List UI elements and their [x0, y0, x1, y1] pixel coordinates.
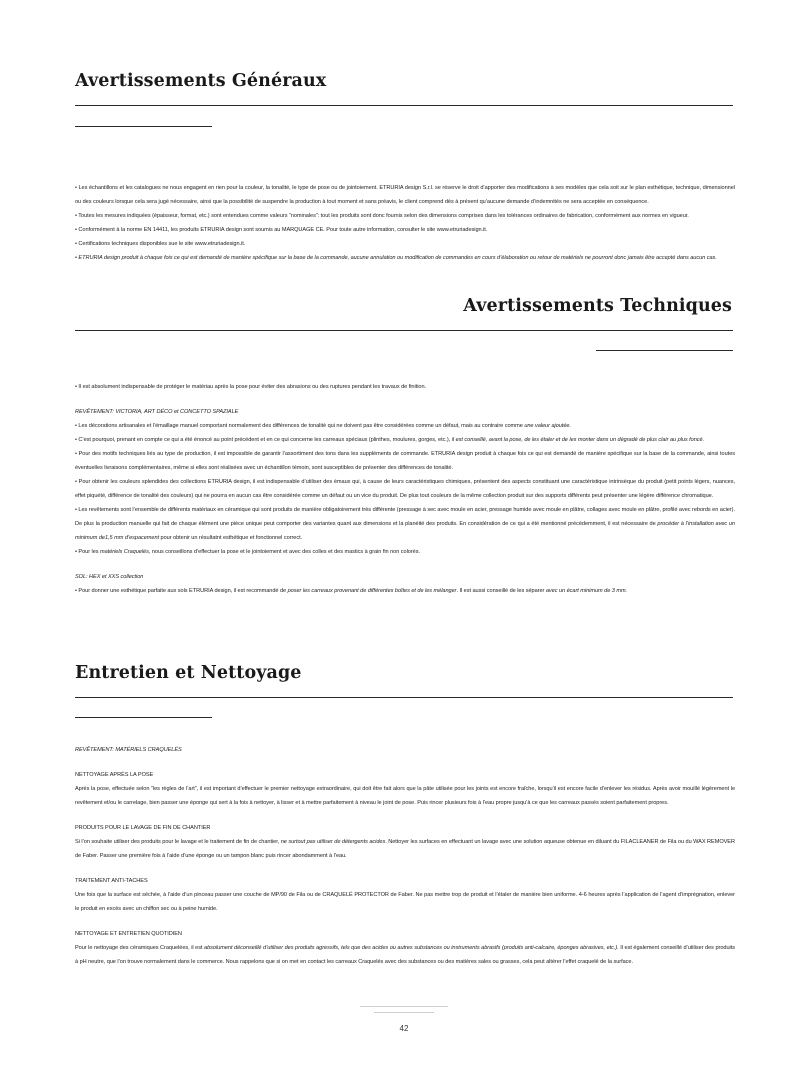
list-item: • Pour des motifs techniques liés au type de production, il est impossible de garantir l’assortiment des tons dans les suppléments de commande. ETRURIA design produit à chaque fois ce qui est demandé de manière spécifique sur la base de la commande, ainsi toutes éventuelles livraisons complémentaires, même si elles sont réalisées avec un échantillon témoin, sont susceptibles de présenter des différences de tonalité. — [75, 451, 735, 471]
list-item: • Certifications techniques disponibles sue le site www.etruriadesign.it. — [75, 241, 246, 247]
list-item: • Pour donner une esthétique parfaite aux sols ETRURIA design, il est recommandé de poser les carreaux provenant de différentes boîtes et de les mélanger. Il est aussi conseillé de les séparer avec un écart minimum de 3 mm. — [75, 588, 628, 594]
item-text: Si l’on souhaite utiliser des produits pour le lavage et le traitement de fin de chantier, ne surtout pas utiliser de détergents acides. Nettoyer les surfaces en effectuant un lavage avec une solution aqueuse obtenue en diluant du FILACLEANER de Fila ou du WAX REMOVER de Faber. Passer une première fois à l’aide d’une éponge ou un tampon blanc puis rincer abondamment à l’eau. — [75, 839, 735, 859]
subsection-label: SOL: HEX et XXS collection — [75, 574, 144, 580]
list-item: • Pour les matériels Craquelés, nous conseillons d’effectuer la pose et le jointoiement et avec des colles et des mastics à grain fin non colorés. — [75, 549, 420, 555]
list-item: • Pour obtenir les couleurs splendides des collections ETRURIA design, il est indispensable d’utiliser des émaux qui, à cause de leurs caractéristiques chimiques, présentent des aspects constituant une caractéristique intrinsèque du produit (petit points légers, nuances, effet piquété, différence de tonalité des couleurs) qui ne pourra en aucun cas être considérée comme un défaut ou un vice du produit. De plus tout couleurs de la même collection produit sur des supports différents peut présenter une légère différence chromatique. — [75, 479, 735, 499]
item-heading: NETTOYAGE ET ENTRETIEN QUOTIDIEN — [75, 931, 182, 937]
list-item: • Les décorations artisanales et l’émaillage manuel comportant normalement des différences de tonalité qui ne doivent pas être considérées comme un défaut, mais au contraire comme une valeur ajoutée. — [75, 423, 571, 429]
section-title-technical: Avertissements Techniques — [463, 296, 732, 316]
section-rule — [75, 105, 733, 106]
list-item: • C’est pourquoi, prenant en compte ce qui a été énoncé au point précédent et en ce qui concerne les carreaux spéciaux (plinthes, moulures, gorges, etc.), il est conseillé, avant la pose, de les étaler et de les monter dans un dégradé de plus clair au plus foncé. — [75, 437, 705, 443]
list-item: • ETRURIA design produit à chaque fois ce qui est demandé de manière spécifique sur la base de la commande, aucune annulation ou modification de commandes en cours d’élaboration ou retour de matériels ne pourront donc jamais être accepté dans aucun cas. — [75, 255, 717, 261]
item-text: Après la pose, effectuée selon “les règles de l’art”, il est important d’effectuer le premier nettoyage extraordinaire, qui doit être fait alors que la pâte utilisée pour les joints est encore fraîche, lorsqu’il est encore facile d’enlever les résidus. Après avoir mouillé légèrement le revêtement et/ou le carrelage, bien passer une éponge qui sert à la fois à nettoyer, à lisser et à mettre parfaitement à niveau le joint de pose. Puis rincer plusieurs fois à l’eau propre jusqu’à ce que les carreaux passés soient parfaitement propres. — [75, 786, 735, 806]
item-heading: TRAITEMENT ANTI-TACHES — [75, 878, 148, 884]
subsection-label: REVÊTEMENT: VICTORIA, ART DÉCO et CONCETTO SPAZIALE — [75, 409, 239, 415]
page-number: 42 — [399, 1024, 409, 1033]
maintenance-section — [75, 743, 735, 969]
section-rule-short — [596, 350, 733, 351]
technical-warnings — [75, 380, 735, 598]
footer-rule — [374, 1012, 434, 1013]
list-item: • Les échantillons et les catalogues ne nous engagent en rien pour la couleur, la tonalité, le type de pose ou de jointoiement. ETRURIA design S.r.l. se réserve le droit d’apporter des modifications à ses modèles que cela soit sur le plan esthétique, technique, dimensionnel ou des couleurs lorsque cela sera jugé nécessaire, ainsi que la possibilité de suspendre la production à tout moment et sans préavis, le client comprend dès à présent qu’aucune demande d’indemnités ne sera acceptée en conséquence. — [75, 185, 735, 205]
item-text: Une fois que la surface est séchée, à l’aide d’un pinceau passer une couche de MP/90 de Fila ou de CRAQUELÉ PROTECTOR de Faber. Ne pas mettre trop de produit et l’étaler de manière bien uniforme. 4-6 heures après l’application de l’agent d’imprégnation, enlever le produit en excès avec un chiffon sec ou à peine humide. — [75, 892, 735, 912]
section-rule — [75, 330, 733, 331]
footer-rule — [360, 1006, 448, 1007]
list-item: • Il est absolument indispensable de protéger le matériau après la pose pour éviter des abrasions ou des ruptures pendant les travaux de finition. — [75, 384, 427, 390]
list-item: • Conformément à la norme EN 14411, les produits ETRURIA design sont soumis au MARQUAGE CE. Pour toute autre information, consulter le site www.etruriadesign.it. — [75, 227, 488, 233]
section-title-maintenance: Entretien et Nettoyage — [75, 663, 302, 683]
item-heading: NETTOYAGE APRÈS LA POSE — [75, 772, 154, 778]
item-heading: PRODUITS POUR LE LAVAGE DE FIN DE CHANTIER — [75, 825, 211, 831]
section-title-general: Avertissements Généraux — [75, 71, 327, 91]
list-item: • Toutes les mesures indiquées (épaisseur, format, etc.) sont entendues comme valeurs “nominales”: tout les produits sont donc fournis selon des dimensions comprises dans les tolérances ordinaires de fabrication, conformément aux normes en vigueur. — [75, 213, 689, 219]
section-rule-short — [75, 126, 212, 127]
section-rule-short — [75, 717, 212, 718]
section-rule — [75, 697, 733, 698]
list-item: • Les revêtements sont l’ensemble de différents matériaux en céramique qui sont produits de manière obligatoirement très différente (pressage à sec avec moule en acier, pressage humide avec moule en plâtre, collages avec moule en plâtre, profilé avec rebords en acier). De plus la production manuelle qui fait de chaque élément une pièce unique peut comporter des variantes quant aux dimensions et la planéité des produits. En considération de ce qui a été mentionné précédemment, il est nécessaire de procéder à l’installation avec un minimum de1,5 mm d’espacement pour obtenir un résultatnt esthétique et fonctionnel correct. — [75, 507, 735, 541]
subsection-label: REVÊTEMENT: MATÉRIELS CRAQUELÉS — [75, 747, 182, 753]
item-text: Pour le nettoyage des céramiques Craquelées, il est absolument déconseillé d’utiliser des produits agressifs, tels que des acides ou autres substances ou instruments abrasifs (produits anti-calcaire, éponges abrasives, etc.). Il est également conseillé d’utiliser des produits à pH neutre, que l’on trouve normalement dans le commerce. Nous rappelons que si on met en contact les carreaux Craquelés avec des substances ou des matières sales ou grasses, cela peut altérer l’effet craquelé de la surface. — [75, 945, 735, 965]
general-warnings-list — [75, 181, 735, 265]
